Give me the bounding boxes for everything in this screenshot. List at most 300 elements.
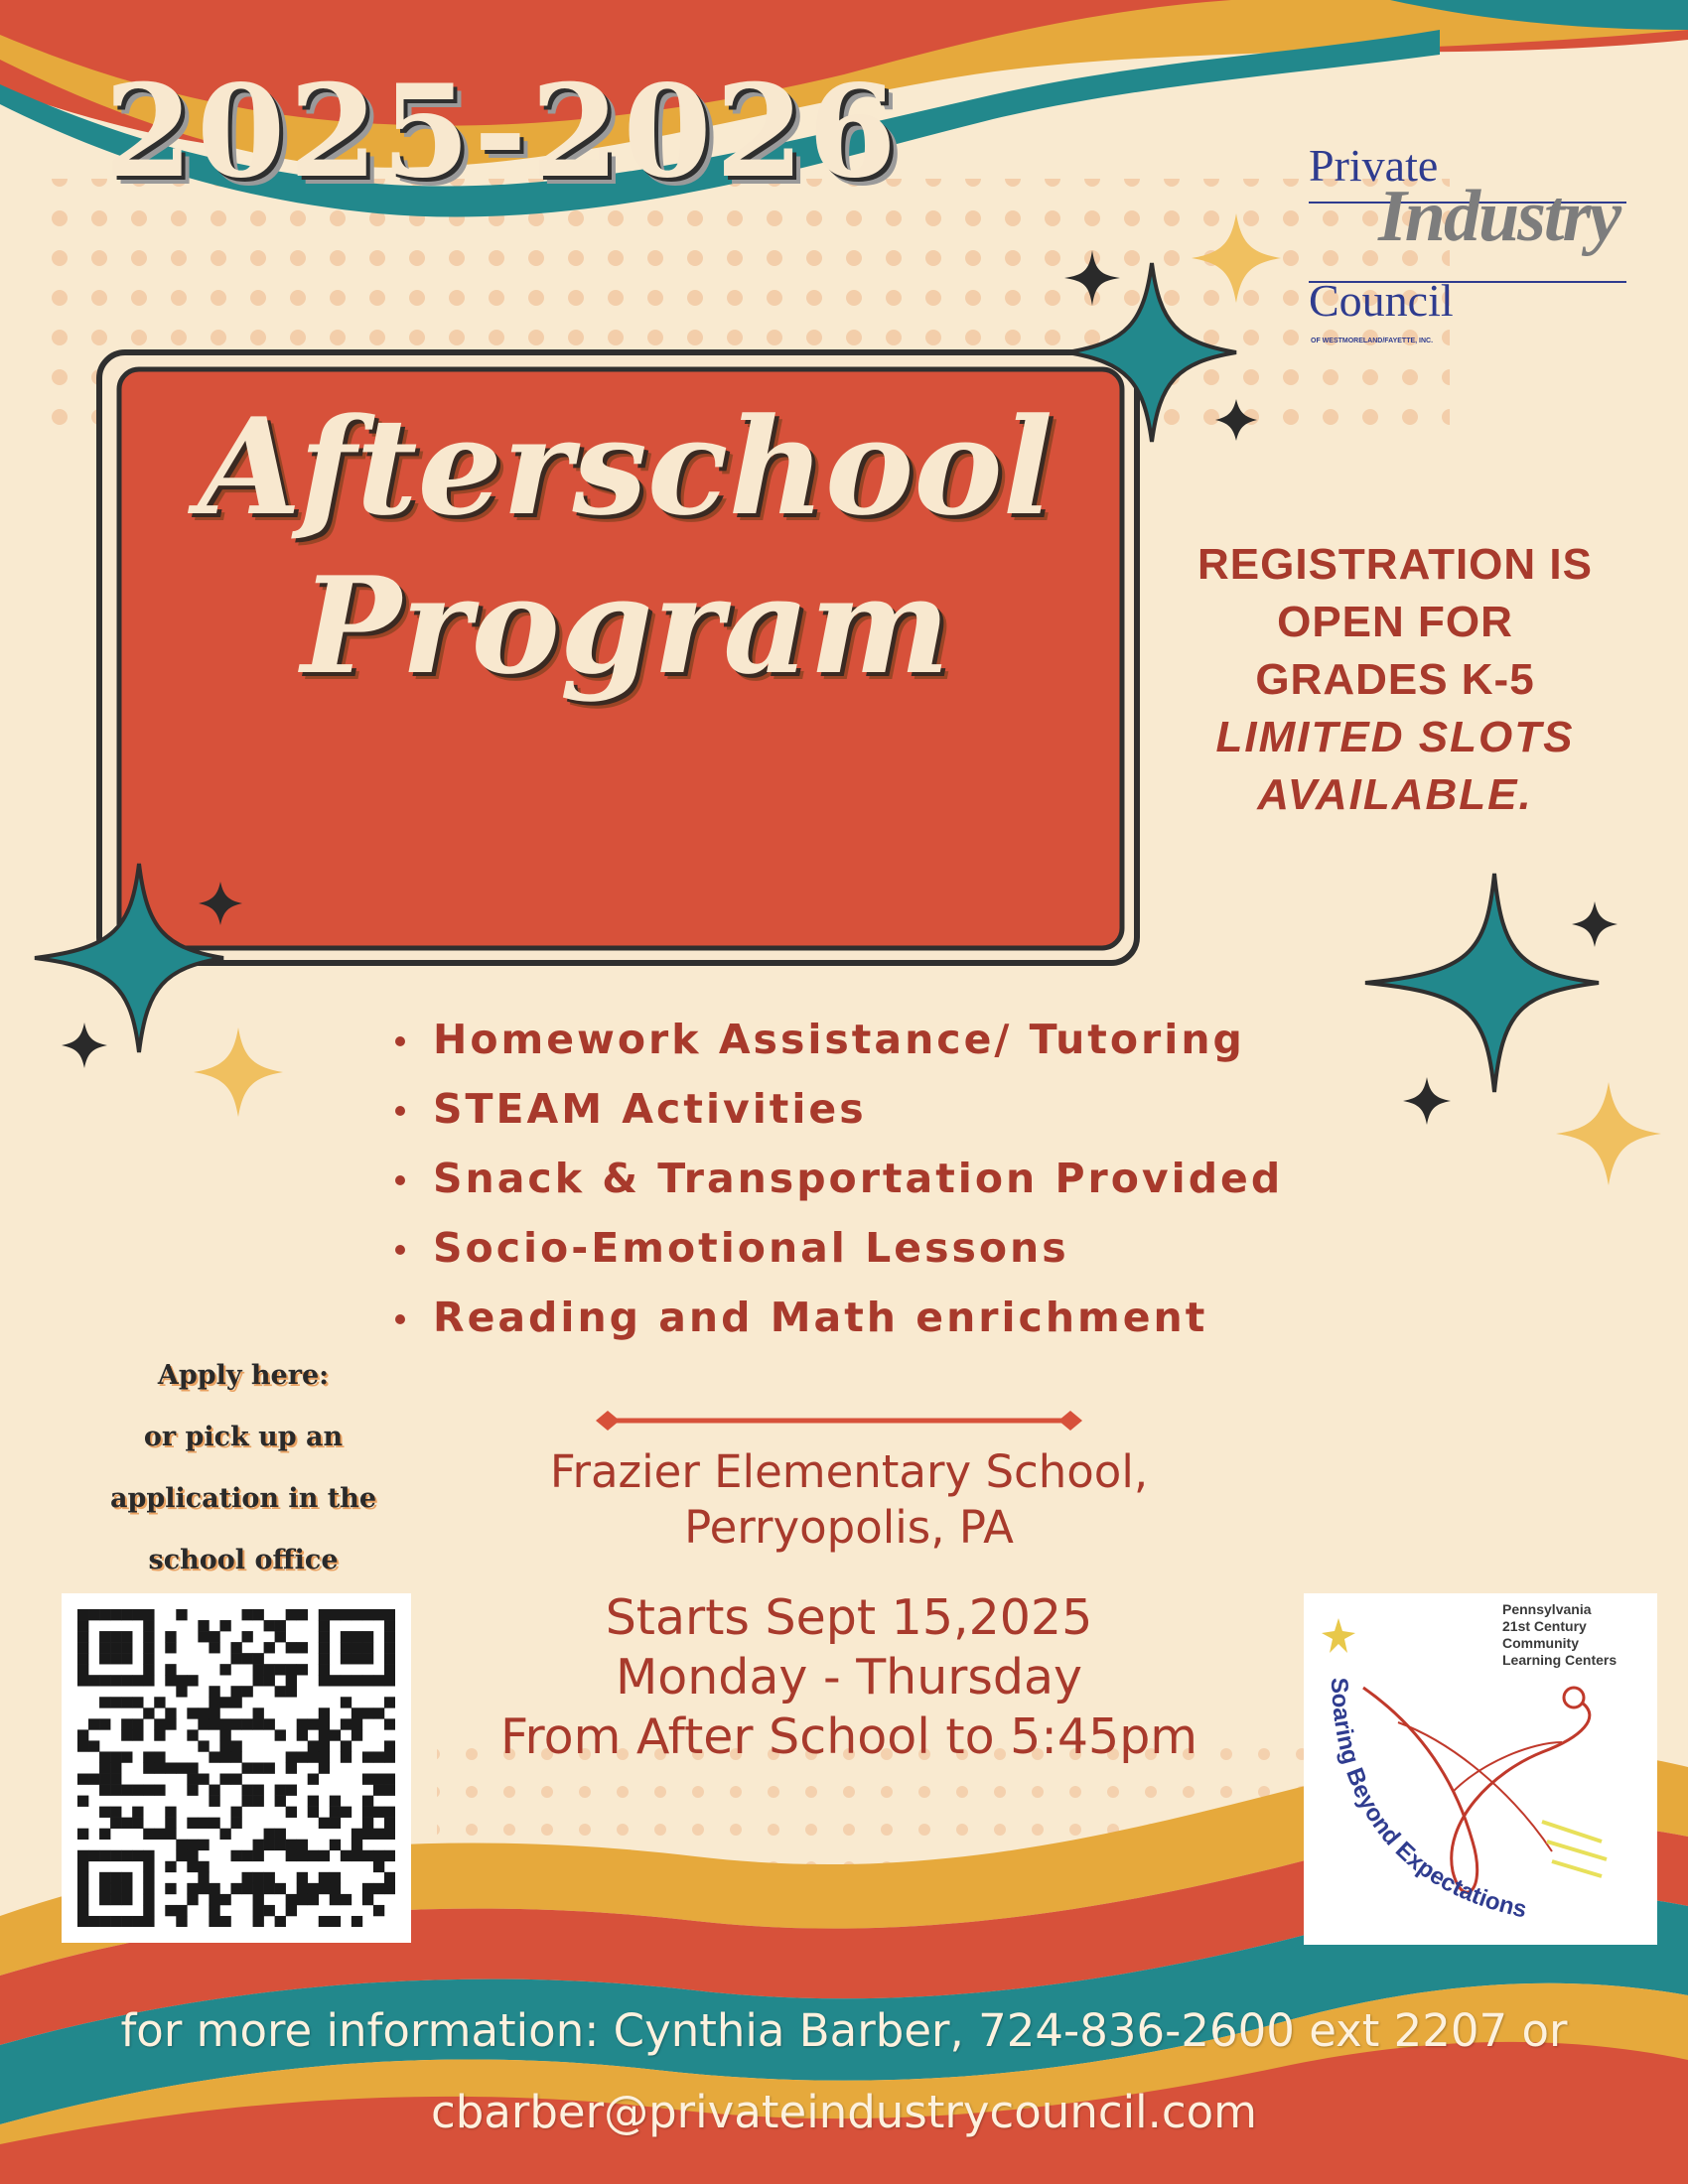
- qr-module: [264, 1872, 275, 1883]
- qr-module: [219, 1620, 230, 1631]
- qr-module: [242, 1609, 253, 1620]
- qr-module: [275, 1883, 286, 1894]
- qr-module: [319, 1707, 330, 1718]
- qr-module: [121, 1818, 132, 1829]
- qr-module: [286, 1840, 297, 1850]
- qr-module: [253, 1905, 264, 1916]
- qr-module: [99, 1762, 110, 1773]
- black-sparkle-icon: [62, 1023, 107, 1068]
- qr-module: [330, 1916, 341, 1927]
- qr-module: [319, 1675, 330, 1686]
- qr-module: [230, 1751, 241, 1762]
- qr-module: [121, 1916, 132, 1927]
- qr-module: [209, 1818, 219, 1829]
- qr-module: [154, 1718, 165, 1729]
- qr-module: [242, 1785, 253, 1796]
- qr-module: [77, 1829, 88, 1840]
- qr-module: [253, 1916, 264, 1927]
- qr-module: [352, 1675, 362, 1686]
- qr-module: [242, 1850, 253, 1861]
- qr-module: [373, 1609, 384, 1620]
- qr-module: [384, 1785, 395, 1796]
- qr-module: [132, 1609, 143, 1620]
- qr-module: [219, 1774, 230, 1785]
- qr-module: [121, 1872, 132, 1883]
- qr-module: [154, 1751, 165, 1762]
- qr-module: [110, 1653, 121, 1664]
- qr-module: [198, 1707, 209, 1718]
- registration-line-5: AVAILABLE.: [1257, 770, 1533, 819]
- qr-module: [286, 1642, 297, 1653]
- qr-module: [319, 1631, 330, 1642]
- qr-module: [132, 1785, 143, 1796]
- qr-module: [143, 1631, 154, 1642]
- qr-module: [110, 1785, 121, 1796]
- qr-module: [121, 1894, 132, 1905]
- qr-module: [384, 1872, 395, 1883]
- qr-module: [77, 1609, 88, 1620]
- qr-module: [209, 1785, 219, 1796]
- qr-module: [330, 1894, 341, 1905]
- logo-word-council: Council: [1309, 275, 1454, 326]
- qr-module: [253, 1785, 264, 1796]
- qr-module: [362, 1850, 373, 1861]
- qr-module: [330, 1872, 341, 1883]
- qr-module: [308, 1850, 319, 1861]
- qr-module: [198, 1620, 209, 1631]
- qr-module: [253, 1796, 264, 1807]
- qr-module: [198, 1861, 209, 1872]
- qr-module: [209, 1916, 219, 1927]
- qr-module: [341, 1751, 352, 1762]
- qr-module: [209, 1796, 219, 1807]
- qr-module: [384, 1751, 395, 1762]
- qr-module: [242, 1653, 253, 1664]
- qr-module: [121, 1697, 132, 1707]
- qr-module: [209, 1883, 219, 1894]
- qr-module: [230, 1653, 241, 1664]
- qr-module: [275, 1631, 286, 1642]
- qr-module: [230, 1850, 241, 1861]
- qr-module: [121, 1653, 132, 1664]
- logo-word-private: Private: [1309, 140, 1439, 191]
- qr-module: [143, 1905, 154, 1916]
- qr-module: [319, 1642, 330, 1653]
- qr-module: [319, 1751, 330, 1762]
- qr-module: [308, 1718, 319, 1729]
- qr-module: [176, 1675, 187, 1686]
- qr-module: [165, 1642, 176, 1653]
- qr-module: [253, 1894, 264, 1905]
- qr-module: [110, 1675, 121, 1686]
- qr-module: [77, 1796, 88, 1807]
- qr-module: [219, 1697, 230, 1707]
- qr-module: [253, 1664, 264, 1675]
- partner-tagline: Soaring Beyond Expectations: [1325, 1677, 1529, 1924]
- qr-module: [209, 1642, 219, 1653]
- qr-module: [99, 1894, 110, 1905]
- qr-module: [297, 1609, 308, 1620]
- qr-module: [275, 1620, 286, 1631]
- qr-module: [253, 1883, 264, 1894]
- qr-module: [341, 1807, 352, 1818]
- qr-module: [297, 1642, 308, 1653]
- qr-module: [121, 1883, 132, 1894]
- qr-module: [264, 1620, 275, 1631]
- logo-subline: OF WESTMORELAND/FAYETTE, INC.: [1311, 338, 1434, 344]
- qr-module: [253, 1675, 264, 1686]
- qr-module: [99, 1807, 110, 1818]
- qr-module: [165, 1861, 176, 1872]
- qr-module: [143, 1642, 154, 1653]
- qr-module: [341, 1740, 352, 1751]
- qr-module: [341, 1850, 352, 1861]
- qr-module: [219, 1916, 230, 1927]
- qr-module: [230, 1774, 241, 1785]
- qr-module: [121, 1751, 132, 1762]
- title-line-2: Program: [301, 547, 950, 704]
- qr-module: [219, 1729, 230, 1740]
- qr-module: [275, 1916, 286, 1927]
- qr-module: [187, 1729, 198, 1740]
- qr-module: [165, 1707, 176, 1718]
- feature-item: Homework Assistance/ Tutoring: [387, 1005, 1340, 1074]
- qr-module: [121, 1785, 132, 1796]
- qr-module: [132, 1818, 143, 1829]
- qr-module: [99, 1785, 110, 1796]
- qr-module: [99, 1675, 110, 1686]
- partner-caption: [1502, 1601, 1651, 1669]
- qr-module: [330, 1883, 341, 1894]
- qr-module: [176, 1850, 187, 1861]
- qr-module: [187, 1861, 198, 1872]
- gold-star-icon: [194, 1027, 283, 1117]
- qr-module: [362, 1675, 373, 1686]
- qr-module: [198, 1774, 209, 1785]
- qr-module: [264, 1762, 275, 1773]
- program-title: [119, 387, 1132, 705]
- qr-module: [187, 1850, 198, 1861]
- qr-module: [352, 1642, 362, 1653]
- qr-module: [341, 1631, 352, 1642]
- qr-module: [242, 1762, 253, 1773]
- qr-module: [286, 1905, 297, 1916]
- qr-module: [230, 1642, 241, 1653]
- qr-module: [286, 1686, 297, 1697]
- qr-module: [132, 1807, 143, 1818]
- qr-module: [143, 1675, 154, 1686]
- qr-module: [77, 1642, 88, 1653]
- qr-module: [209, 1707, 219, 1718]
- qr-module: [352, 1718, 362, 1729]
- school-location: [417, 1444, 1281, 1556]
- qr-module: [384, 1620, 395, 1631]
- qr-module: [362, 1707, 373, 1718]
- qr-module: [230, 1883, 241, 1894]
- qr-module: [143, 1609, 154, 1620]
- qr-module: [154, 1762, 165, 1773]
- qr-module: [253, 1653, 264, 1664]
- qr-module: [77, 1872, 88, 1883]
- feature-item: Snack & Transportation Provided: [387, 1144, 1340, 1213]
- qr-module: [297, 1850, 308, 1861]
- qr-module: [275, 1729, 286, 1740]
- qr-module: [187, 1818, 198, 1829]
- partner-caption-line: Learning Centers: [1502, 1652, 1618, 1668]
- qr-module: [384, 1807, 395, 1818]
- qr-module: [165, 1631, 176, 1642]
- qr-module: [209, 1631, 219, 1642]
- qr-module: [264, 1675, 275, 1686]
- qr-module: [110, 1609, 121, 1620]
- qr-module: [77, 1905, 88, 1916]
- qr-module: [286, 1609, 297, 1620]
- qr-module: [242, 1686, 253, 1697]
- qr-module: [319, 1883, 330, 1894]
- qr-module: [286, 1751, 297, 1762]
- qr-module: [264, 1718, 275, 1729]
- qr-module: [319, 1609, 330, 1620]
- qr-module: [99, 1609, 110, 1620]
- qr-module: [110, 1850, 121, 1861]
- qr-module: [297, 1894, 308, 1905]
- qr-module: [187, 1785, 198, 1796]
- qr-module: [88, 1718, 99, 1729]
- qr-module: [165, 1883, 176, 1894]
- qr-module: [352, 1653, 362, 1664]
- qr-module: [330, 1818, 341, 1829]
- qr-module: [373, 1785, 384, 1796]
- qr-module: [143, 1850, 154, 1861]
- qr-module: [373, 1675, 384, 1686]
- qr-module: [384, 1829, 395, 1840]
- qr-module: [308, 1774, 319, 1785]
- qr-module: [121, 1609, 132, 1620]
- qr-module: [143, 1916, 154, 1927]
- feature-item: STEAM Activities: [387, 1074, 1340, 1144]
- qr-module: [384, 1631, 395, 1642]
- qr-module: [77, 1850, 88, 1861]
- qr-module: [198, 1631, 209, 1642]
- black-sparkle-icon: [1403, 1077, 1451, 1125]
- qr-module: [253, 1872, 264, 1883]
- qr-module: [88, 1850, 99, 1861]
- qr-module: [297, 1883, 308, 1894]
- apply-line-2: or pick up an: [143, 1422, 344, 1452]
- qr-module: [242, 1872, 253, 1883]
- qr-module: [286, 1850, 297, 1861]
- qr-module: [242, 1631, 253, 1642]
- qr-module: [264, 1905, 275, 1916]
- qr-module: [352, 1631, 362, 1642]
- black-sparkle-icon: [1064, 250, 1120, 306]
- registration-line-3: GRADES K-5: [1255, 655, 1535, 704]
- qr-module: [143, 1762, 154, 1773]
- qr-module: [308, 1807, 319, 1818]
- qr-module: [198, 1840, 209, 1850]
- qr-module: [384, 1697, 395, 1707]
- qr-module: [373, 1905, 384, 1916]
- qr-module: [187, 1894, 198, 1905]
- qr-module: [187, 1762, 198, 1773]
- qr-module: [308, 1751, 319, 1762]
- teal-sparkle-icon: [35, 864, 223, 1052]
- qr-module: [176, 1762, 187, 1773]
- qr-module: [352, 1916, 362, 1927]
- qr-module: [88, 1675, 99, 1686]
- qr-module: [187, 1774, 198, 1785]
- qr-module: [308, 1894, 319, 1905]
- qr-module: [373, 1707, 384, 1718]
- qr-module: [330, 1729, 341, 1740]
- qr-module: [362, 1631, 373, 1642]
- registration-notice: [1167, 536, 1623, 824]
- qr-module: [362, 1818, 373, 1829]
- qr-module: [330, 1675, 341, 1686]
- qr-module: [154, 1829, 165, 1840]
- qr-module: [121, 1631, 132, 1642]
- contact-footer: [20, 1990, 1668, 2153]
- qr-module: [187, 1840, 198, 1850]
- qr-module: [319, 1740, 330, 1751]
- qr-module: [384, 1642, 395, 1653]
- qr-module: [373, 1829, 384, 1840]
- feature-item: Reading and Math enrichment: [387, 1283, 1340, 1352]
- qr-module: [384, 1818, 395, 1829]
- qr-module: [384, 1718, 395, 1729]
- qr-module: [297, 1872, 308, 1883]
- qr-module: [176, 1916, 187, 1927]
- application-qr-code[interactable]: [62, 1593, 411, 1943]
- qr-module: [132, 1718, 143, 1729]
- qr-module: [99, 1642, 110, 1653]
- qr-module: [132, 1729, 143, 1740]
- contact-email[interactable]: cbarber@privateindustrycouncil.com: [430, 2086, 1258, 2138]
- qr-module: [341, 1642, 352, 1653]
- svg-text:Soaring Beyond Expectations: [1326, 1677, 1529, 1923]
- qr-module: [362, 1883, 373, 1894]
- qr-module: [264, 1664, 275, 1675]
- qr-module: [373, 1861, 384, 1872]
- qr-module: [384, 1664, 395, 1675]
- qr-module: [362, 1774, 373, 1785]
- qr-module: [297, 1751, 308, 1762]
- qr-module: [132, 1850, 143, 1861]
- qr-module: [330, 1840, 341, 1850]
- qr-module: [330, 1796, 341, 1807]
- qr-module: [209, 1697, 219, 1707]
- qr-module: [253, 1762, 264, 1773]
- qr-module: [77, 1883, 88, 1894]
- apply-line-3: application in the: [109, 1483, 377, 1514]
- qr-module: [242, 1718, 253, 1729]
- qr-module: [373, 1883, 384, 1894]
- qr-module: [121, 1850, 132, 1861]
- private-industry-council-logo: [1291, 139, 1648, 357]
- gold-star-icon: [1556, 1082, 1661, 1185]
- qr-module: [308, 1796, 319, 1807]
- qr-module: [110, 1883, 121, 1894]
- qr-module: [230, 1807, 241, 1818]
- qr-module: [143, 1861, 154, 1872]
- qr-module: [88, 1609, 99, 1620]
- qr-module: [362, 1653, 373, 1664]
- black-sparkle-icon: [1215, 399, 1257, 441]
- qr-module: [308, 1883, 319, 1894]
- qr-module: [319, 1664, 330, 1675]
- qr-module: [165, 1829, 176, 1840]
- qr-module: [121, 1729, 132, 1740]
- partner-caption-line: 21st Century: [1502, 1618, 1587, 1634]
- qr-module: [230, 1697, 241, 1707]
- qr-module: [198, 1872, 209, 1883]
- schedule-line-1: Starts Sept 15,2025: [605, 1589, 1093, 1646]
- qr-module: [132, 1675, 143, 1686]
- qr-module: [77, 1729, 88, 1740]
- registration-line-4: LIMITED SLOTS: [1215, 713, 1575, 761]
- qr-module: [352, 1707, 362, 1718]
- qr-module: [319, 1818, 330, 1829]
- qr-module: [341, 1653, 352, 1664]
- qr-module: [384, 1609, 395, 1620]
- qr-module: [143, 1620, 154, 1631]
- qr-module: [219, 1829, 230, 1840]
- qr-module: [341, 1894, 352, 1905]
- qr-module: [99, 1631, 110, 1642]
- qr-module: [352, 1829, 362, 1840]
- qr-module: [275, 1664, 286, 1675]
- qr-module: [275, 1829, 286, 1840]
- qr-module: [154, 1785, 165, 1796]
- qr-module: [286, 1762, 297, 1773]
- qr-module: [341, 1718, 352, 1729]
- qr-module: [176, 1905, 187, 1916]
- qr-module: [373, 1807, 384, 1818]
- title-line-1: Afterschool: [198, 388, 1054, 545]
- qr-module: [165, 1675, 176, 1686]
- qr-module: [99, 1850, 110, 1861]
- qr-module: [286, 1675, 297, 1686]
- qr-module: [330, 1609, 341, 1620]
- qr-module: [362, 1796, 373, 1807]
- qr-module: [352, 1609, 362, 1620]
- qr-module: [242, 1796, 253, 1807]
- qr-module: [154, 1729, 165, 1740]
- qr-module: [319, 1872, 330, 1883]
- qr-module: [77, 1653, 88, 1664]
- qr-module: [297, 1664, 308, 1675]
- qr-module: [154, 1697, 165, 1707]
- registration-line-2: OPEN FOR: [1277, 598, 1513, 646]
- qr-module: [373, 1751, 384, 1762]
- qr-module: [187, 1707, 198, 1718]
- qr-module: [209, 1751, 219, 1762]
- qr-module: [77, 1664, 88, 1675]
- qr-module: [77, 1916, 88, 1927]
- qr-module: [110, 1642, 121, 1653]
- qr-module: [362, 1609, 373, 1620]
- feature-list: [387, 1005, 1340, 1352]
- qr-module: [77, 1620, 88, 1631]
- qr-module: [121, 1642, 132, 1653]
- qr-module: [110, 1818, 121, 1829]
- qr-module: [319, 1653, 330, 1664]
- qr-module: [373, 1774, 384, 1785]
- apply-line-1: Apply here:: [157, 1360, 330, 1391]
- qr-module: [384, 1740, 395, 1751]
- schedule-info: [417, 1588, 1281, 1767]
- apply-line-4: school office: [148, 1545, 339, 1575]
